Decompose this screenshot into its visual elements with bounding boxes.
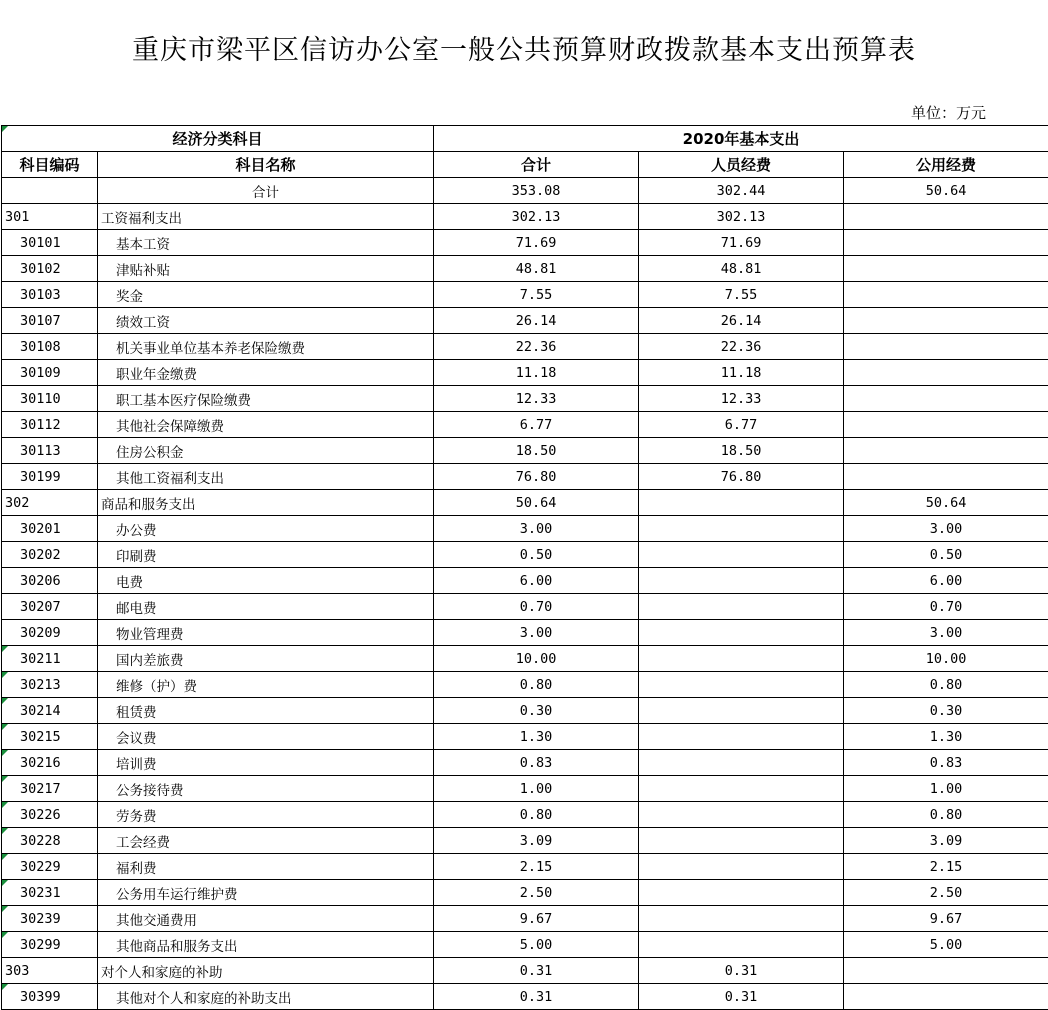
row-total: 6.77	[434, 412, 639, 438]
row-name: 租赁费	[98, 698, 434, 724]
row-public: 0.70	[844, 594, 1048, 620]
table-row	[2, 672, 1048, 698]
row-code: 30112	[2, 412, 98, 438]
table-row	[2, 854, 1048, 880]
row-personnel: 6.77	[639, 412, 844, 438]
row-public	[844, 308, 1048, 334]
row-personnel	[639, 490, 844, 516]
row-name: 商品和服务支出	[98, 490, 434, 516]
row-name: 印刷费	[98, 542, 434, 568]
header-name: 科目名称	[98, 152, 434, 178]
row-total: 9.67	[434, 906, 639, 932]
row-public: 3.00	[844, 620, 1048, 646]
row-personnel	[639, 724, 844, 750]
row-code: 30113	[2, 438, 98, 464]
row-code: 30107	[2, 308, 98, 334]
row-personnel	[639, 828, 844, 854]
row-personnel: 71.69	[639, 230, 844, 256]
row-personnel	[639, 750, 844, 776]
row-name: 其他商品和服务支出	[98, 932, 434, 958]
row-name: 职工基本医疗保险缴费	[98, 386, 434, 412]
row-personnel: 76.80	[639, 464, 844, 490]
total-amount: 353.08	[434, 178, 639, 204]
row-public: 50.64	[844, 490, 1048, 516]
row-public	[844, 282, 1048, 308]
row-name: 其他社会保障缴费	[98, 412, 434, 438]
row-code: 30110	[2, 386, 98, 412]
row-total: 0.50	[434, 542, 639, 568]
row-name: 基本工资	[98, 230, 434, 256]
row-total: 12.33	[434, 386, 639, 412]
row-total: 3.00	[434, 620, 639, 646]
row-public: 2.15	[844, 854, 1048, 880]
table-row	[2, 958, 1048, 984]
header-personnel: 人员经费	[639, 152, 844, 178]
unit-label: 单位：万元	[911, 102, 986, 123]
row-code: 30207	[2, 594, 98, 620]
row-name: 其他对个人和家庭的补助支出	[98, 984, 434, 1010]
row-total: 71.69	[434, 230, 639, 256]
row-name: 职业年金缴费	[98, 360, 434, 386]
table-row	[2, 230, 1048, 256]
row-code: 30206	[2, 568, 98, 594]
row-public: 10.00	[844, 646, 1048, 672]
row-name: 福利费	[98, 854, 434, 880]
row-total: 302.13	[434, 204, 639, 230]
row-total: 22.36	[434, 334, 639, 360]
row-personnel	[639, 698, 844, 724]
row-total: 11.18	[434, 360, 639, 386]
table-row	[2, 282, 1048, 308]
row-public: 1.00	[844, 776, 1048, 802]
table-row	[2, 646, 1048, 672]
table-row	[2, 412, 1048, 438]
row-personnel	[639, 854, 844, 880]
row-personnel	[639, 776, 844, 802]
row-personnel: 7.55	[639, 282, 844, 308]
row-code: 30213	[2, 672, 98, 698]
table-row	[2, 620, 1048, 646]
row-name: 工会经费	[98, 828, 434, 854]
row-personnel: 302.13	[639, 204, 844, 230]
row-code: 30231	[2, 880, 98, 906]
row-public: 6.00	[844, 568, 1048, 594]
row-personnel: 22.36	[639, 334, 844, 360]
row-total: 3.09	[434, 828, 639, 854]
row-code: 30103	[2, 282, 98, 308]
row-public	[844, 360, 1048, 386]
row-name: 邮电费	[98, 594, 434, 620]
table-row	[2, 334, 1048, 360]
row-code: 30216	[2, 750, 98, 776]
total-code-cell	[2, 178, 98, 204]
table-row	[2, 568, 1048, 594]
header-economic-category: 经济分类科目	[2, 126, 434, 152]
table-row	[2, 750, 1048, 776]
row-total: 2.15	[434, 854, 639, 880]
row-personnel	[639, 880, 844, 906]
row-total: 50.64	[434, 490, 639, 516]
row-code: 30209	[2, 620, 98, 646]
row-code: 30229	[2, 854, 98, 880]
total-public: 50.64	[844, 178, 1048, 204]
table-row	[2, 724, 1048, 750]
row-personnel	[639, 568, 844, 594]
row-public: 0.50	[844, 542, 1048, 568]
header-group-row	[2, 126, 1048, 152]
row-total: 7.55	[434, 282, 639, 308]
row-code: 301	[2, 204, 98, 230]
row-total: 6.00	[434, 568, 639, 594]
row-code: 30101	[2, 230, 98, 256]
row-total: 1.30	[434, 724, 639, 750]
row-public: 9.67	[844, 906, 1048, 932]
row-code: 303	[2, 958, 98, 984]
total-row	[2, 178, 1048, 204]
row-personnel	[639, 542, 844, 568]
table-row	[2, 984, 1048, 1010]
row-total: 5.00	[434, 932, 639, 958]
row-code: 30299	[2, 932, 98, 958]
row-personnel: 18.50	[639, 438, 844, 464]
table-row	[2, 594, 1048, 620]
row-personnel	[639, 594, 844, 620]
row-name: 办公费	[98, 516, 434, 542]
row-total: 2.50	[434, 880, 639, 906]
row-code: 30199	[2, 464, 98, 490]
row-name: 住房公积金	[98, 438, 434, 464]
row-public: 2.50	[844, 880, 1048, 906]
row-code: 30214	[2, 698, 98, 724]
row-code: 30102	[2, 256, 98, 282]
header-year-basic-expenditure: 2020年基本支出	[434, 126, 1048, 152]
table-row	[2, 386, 1048, 412]
row-public	[844, 334, 1048, 360]
row-name: 公务用车运行维护费	[98, 880, 434, 906]
row-code: 30109	[2, 360, 98, 386]
row-total: 0.80	[434, 672, 639, 698]
table-row	[2, 256, 1048, 282]
row-personnel: 12.33	[639, 386, 844, 412]
row-public: 5.00	[844, 932, 1048, 958]
row-personnel	[639, 672, 844, 698]
row-total: 0.31	[434, 984, 639, 1010]
row-public	[844, 230, 1048, 256]
row-public	[844, 204, 1048, 230]
header-total: 合计	[434, 152, 639, 178]
row-total: 10.00	[434, 646, 639, 672]
row-total: 18.50	[434, 438, 639, 464]
row-code: 30201	[2, 516, 98, 542]
row-total: 26.14	[434, 308, 639, 334]
total-personnel: 302.44	[639, 178, 844, 204]
row-total: 3.00	[434, 516, 639, 542]
total-label: 合计	[98, 178, 434, 204]
row-name: 工资福利支出	[98, 204, 434, 230]
row-code: 30228	[2, 828, 98, 854]
row-public: 1.30	[844, 724, 1048, 750]
row-public: 0.83	[844, 750, 1048, 776]
row-code: 30108	[2, 334, 98, 360]
row-name: 机关事业单位基本养老保险缴费	[98, 334, 434, 360]
row-total: 1.00	[434, 776, 639, 802]
row-total: 0.31	[434, 958, 639, 984]
table-row	[2, 776, 1048, 802]
row-name: 国内差旅费	[98, 646, 434, 672]
row-public	[844, 386, 1048, 412]
row-code: 30215	[2, 724, 98, 750]
budget-table	[1, 125, 1048, 1010]
row-public	[844, 412, 1048, 438]
row-name: 劳务费	[98, 802, 434, 828]
row-total: 76.80	[434, 464, 639, 490]
header-code: 科目编码	[2, 152, 98, 178]
row-public: 3.09	[844, 828, 1048, 854]
row-total: 0.83	[434, 750, 639, 776]
row-total: 48.81	[434, 256, 639, 282]
page-title: 重庆市梁平区信访办公室一般公共预算财政拨款基本支出预算表	[0, 28, 1048, 67]
row-public	[844, 984, 1048, 1010]
row-name: 会议费	[98, 724, 434, 750]
row-public	[844, 256, 1048, 282]
table-row	[2, 308, 1048, 334]
row-code: 30399	[2, 984, 98, 1010]
row-public: 0.80	[844, 672, 1048, 698]
row-code: 30226	[2, 802, 98, 828]
table-row	[2, 932, 1048, 958]
row-personnel	[639, 620, 844, 646]
row-code: 30202	[2, 542, 98, 568]
row-personnel	[639, 646, 844, 672]
row-public	[844, 464, 1048, 490]
header-public: 公用经费	[844, 152, 1048, 178]
table-row	[2, 802, 1048, 828]
row-personnel: 11.18	[639, 360, 844, 386]
table-row	[2, 464, 1048, 490]
row-personnel	[639, 516, 844, 542]
row-code: 30239	[2, 906, 98, 932]
table-row	[2, 490, 1048, 516]
row-total: 0.30	[434, 698, 639, 724]
row-personnel: 26.14	[639, 308, 844, 334]
row-name: 物业管理费	[98, 620, 434, 646]
row-name: 奖金	[98, 282, 434, 308]
row-personnel: 0.31	[639, 984, 844, 1010]
row-total: 0.80	[434, 802, 639, 828]
row-name: 电费	[98, 568, 434, 594]
table-row	[2, 906, 1048, 932]
row-total: 0.70	[434, 594, 639, 620]
row-name: 维修（护）费	[98, 672, 434, 698]
row-personnel: 0.31	[639, 958, 844, 984]
table-row	[2, 360, 1048, 386]
row-code: 30211	[2, 646, 98, 672]
row-personnel	[639, 802, 844, 828]
table-row	[2, 828, 1048, 854]
row-public	[844, 958, 1048, 984]
row-name: 津贴补贴	[98, 256, 434, 282]
row-personnel: 48.81	[639, 256, 844, 282]
table-row	[2, 542, 1048, 568]
table-row	[2, 516, 1048, 542]
row-name: 培训费	[98, 750, 434, 776]
table-row	[2, 438, 1048, 464]
table-row	[2, 698, 1048, 724]
table-row	[2, 880, 1048, 906]
row-public: 0.80	[844, 802, 1048, 828]
header-column-row	[2, 152, 1048, 178]
row-name: 绩效工资	[98, 308, 434, 334]
row-public: 3.00	[844, 516, 1048, 542]
row-personnel	[639, 932, 844, 958]
row-public	[844, 438, 1048, 464]
row-code: 302	[2, 490, 98, 516]
row-public: 0.30	[844, 698, 1048, 724]
row-name: 其他交通费用	[98, 906, 434, 932]
row-name: 公务接待费	[98, 776, 434, 802]
row-name: 对个人和家庭的补助	[98, 958, 434, 984]
row-name: 其他工资福利支出	[98, 464, 434, 490]
row-personnel	[639, 906, 844, 932]
row-code: 30217	[2, 776, 98, 802]
table-row	[2, 204, 1048, 230]
